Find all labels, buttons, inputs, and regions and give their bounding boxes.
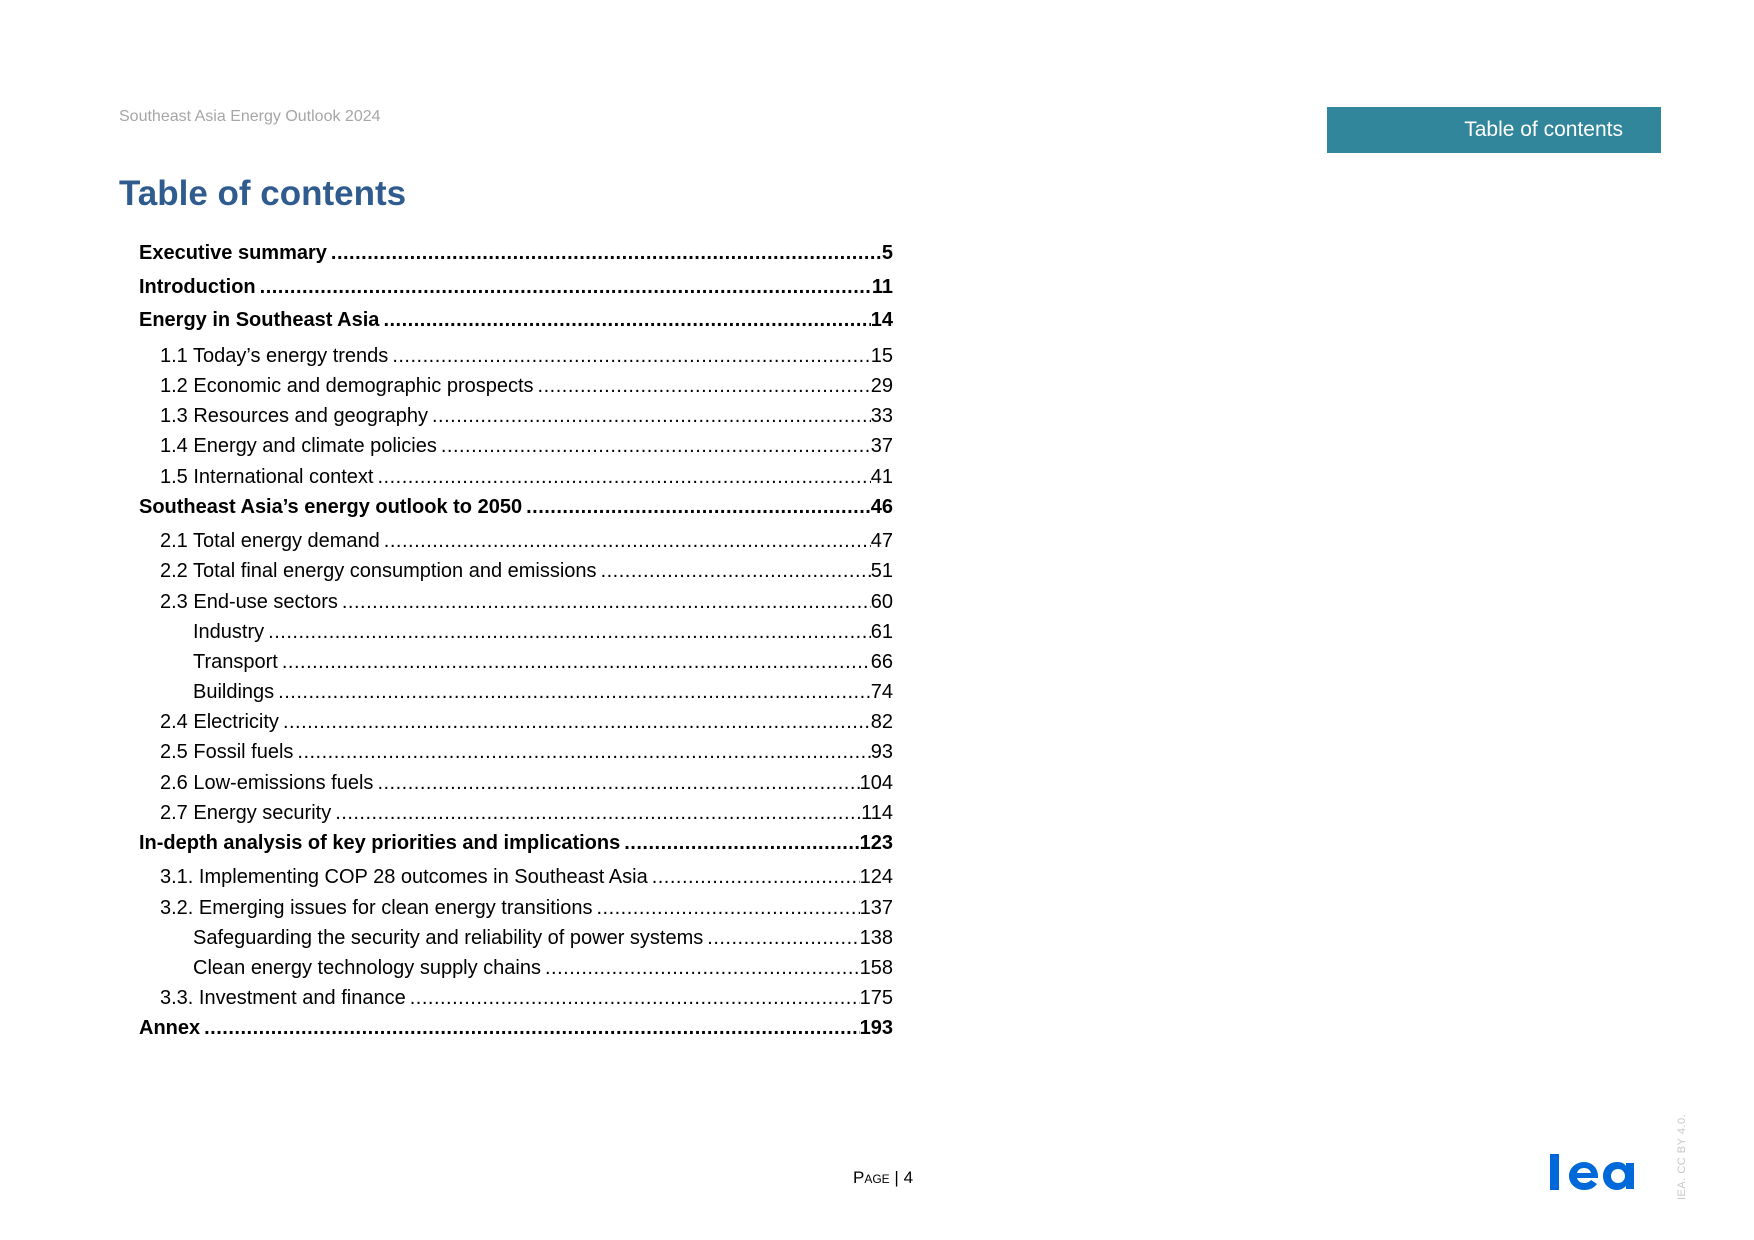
toc-entry-page: 29 [870,375,893,397]
toc-entry[interactable] [193,678,893,706]
toc-leader-dots [384,527,871,555]
toc-leader-dots [545,954,860,982]
toc-leader-dots [441,432,871,460]
toc-leader-dots [383,306,870,334]
toc-entry-title: 3.3. Investment and finance [160,987,406,1009]
toc-entry[interactable] [160,769,893,797]
toc-entry[interactable] [160,708,893,736]
toc-entry-page: 74 [870,681,893,703]
toc-leader-dots [278,678,871,706]
toc-entry[interactable] [160,463,893,491]
toc-leader-dots [268,618,871,646]
toc-entry-page: 123 [859,832,893,854]
toc-entry[interactable] [160,372,893,400]
toc-leader-dots [297,738,870,766]
toc-entry-page: 37 [870,435,893,457]
toc-entry-title: 3.1. Implementing COP 28 outcomes in Southeast Asia [160,866,648,888]
toc-entry-title: Introduction [139,276,256,298]
toc-leader-dots [377,463,870,491]
document-title: Southeast Asia Energy Outlook 2024 [119,108,381,125]
toc-entry-page: 60 [870,591,893,613]
toc-entry-page: 114 [861,802,893,824]
toc-entry[interactable] [160,738,893,766]
toc-entry-page: 104 [859,772,893,794]
toc-entry-title: Transport [193,651,278,673]
toc-entry[interactable] [160,432,893,460]
toc-entry-page: 66 [870,651,893,673]
license-text: IEA. CC BY 4.0. [1676,1113,1688,1200]
toc-entry[interactable] [139,829,893,857]
toc-entry-page: 5 [881,242,893,264]
toc-entry-title: Annex [139,1017,201,1039]
toc-entry[interactable] [193,618,893,646]
toc-entry[interactable] [193,924,893,952]
toc-entry-page: 51 [870,560,893,582]
toc-entry[interactable] [160,799,893,827]
section-tab[interactable] [1327,107,1661,153]
toc-entry-title: 2.2 Total final energy consumption and emissions [160,560,597,582]
toc-entry-page: 158 [859,957,893,979]
toc-entry[interactable] [160,863,893,891]
toc-entry-title: Industry [193,621,265,643]
toc-leader-dots [335,799,861,827]
toc-entry-title: Southeast Asia’s energy outlook to 2050 [139,496,523,518]
toc-leader-dots [538,372,871,400]
iea-logo [1550,1150,1650,1198]
toc-leader-dots [707,924,859,952]
page-number [853,1168,913,1188]
page-title: Table of contents [119,174,407,213]
toc-leader-dots [624,829,859,857]
toc-entry[interactable] [139,493,893,521]
toc-entry-title: 2.1 Total energy demand [160,530,380,552]
toc-entry-title: 1.3 Resources and geography [160,405,428,427]
toc-entry-page: 41 [870,466,893,488]
toc-entry-page: 138 [859,927,893,949]
section-tab-label: Table of contents [1464,118,1623,141]
toc-entry-title: 2.4 Electricity [160,711,279,733]
toc-entry[interactable] [160,342,893,370]
toc-entry-title: Energy in Southeast Asia [139,309,380,331]
toc-entry-title: 1.1 Today’s energy trends [160,345,389,367]
toc-entry[interactable] [139,306,893,334]
toc-entry-title: 1.5 International context [160,466,374,488]
toc-entry-title: Clean energy technology supply chains [193,957,541,979]
page-number-value: 4 [903,1168,914,1187]
toc-entry[interactable] [160,527,893,555]
toc-entry-title: 2.6 Low-emissions fuels [160,772,374,794]
toc-leader-dots [283,708,871,736]
toc-entry-page: 82 [870,711,893,733]
toc-leader-dots [432,402,871,430]
toc-leader-dots [601,557,871,585]
toc-entry-title: 1.4 Energy and climate policies [160,435,437,457]
toc-leader-dots [392,342,870,370]
toc-entry-title: Buildings [193,681,275,703]
toc-entry-page: 46 [870,496,893,518]
toc-entry-page: 93 [870,741,893,763]
toc-entry-title: 3.2. Emerging issues for clean energy transitions [160,897,593,919]
toc-leader-dots [410,984,860,1012]
toc-leader-dots [204,1014,860,1042]
toc-entry-title: 2.7 Energy security [160,802,332,824]
toc-entry[interactable] [160,588,893,616]
toc-entry-page: 15 [870,345,893,367]
toc-entry[interactable] [160,984,893,1012]
page-label: Page [853,1168,890,1187]
toc-entry[interactable] [160,402,893,430]
toc-entry[interactable] [160,894,893,922]
toc-entry-page: 137 [859,897,893,919]
toc-entry-title: In-depth analysis of key priorities and implications [139,832,621,854]
toc-leader-dots [652,863,860,891]
toc-leader-dots [260,273,872,301]
toc-entry-title: 2.5 Fossil fuels [160,741,294,763]
toc-leader-dots [526,493,871,521]
toc-entry-title: 1.2 Economic and demographic prospects [160,375,534,397]
toc-entry-page: 175 [859,987,893,1009]
toc-entry[interactable] [193,954,893,982]
toc-entry-page: 47 [870,530,893,552]
toc-leader-dots [331,239,882,267]
toc-entry-page: 193 [859,1017,893,1039]
toc-entry[interactable] [160,557,893,585]
toc-leader-dots [342,588,871,616]
toc-entry-page: 124 [859,866,893,888]
toc-entry[interactable] [139,273,893,301]
toc-entry-page: 11 [871,276,893,298]
toc-entry-page: 14 [870,309,893,331]
toc-entry-page: 61 [870,621,893,643]
toc-entry[interactable] [139,239,893,267]
toc-leader-dots [282,648,871,676]
toc-leader-dots [596,894,859,922]
toc-entry[interactable] [139,1014,893,1042]
toc-entry-title: Safeguarding the security and reliability of power systems [193,927,704,949]
toc-entry-page: 33 [870,405,893,427]
toc-entry[interactable] [193,648,893,676]
page-separator: | [894,1168,899,1187]
toc-entry-title: 2.3 End-use sectors [160,591,338,613]
toc-leader-dots [377,769,859,797]
toc-entry-title: Executive summary [139,242,327,264]
